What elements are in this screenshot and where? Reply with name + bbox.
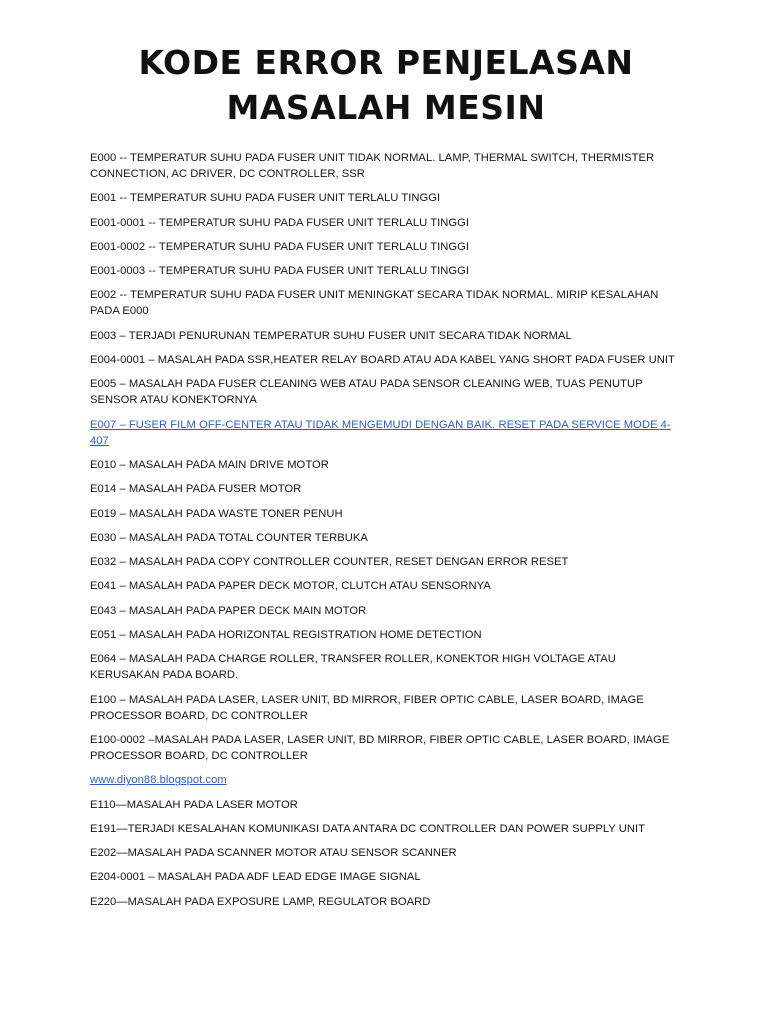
- error-code-entry: E064 – MASALAH PADA CHARGE ROLLER, TRANSFER ROLLER, KONEKTOR HIGH VOLTAGE ATAU KERUSAKAN PADA BOARD.: [90, 653, 616, 682]
- error-code-entry: E019 – MASALAH PADA WASTE TONER PENUH: [90, 507, 343, 520]
- error-code-entry: E010 – MASALAH PADA MAIN DRIVE MOTOR: [90, 458, 329, 471]
- error-code-entry: E100-0002 –MASALAH PADA LASER, LASER UNIT, BD MIRROR, FIBER OPTIC CABLE, LASER BOARD, IMAGE PROCESSOR BOARD, DC CONTROLLER: [90, 733, 670, 762]
- error-code-entry: E032 – MASALAH PADA COPY CONTROLLER COUNTER, RESET DENGAN ERROR RESET: [90, 556, 569, 569]
- error-code-entry: E030 – MASALAH PADA TOTAL COUNTER TERBUKA: [90, 531, 368, 544]
- error-code-entry: E202—MASALAH PADA SCANNER MOTOR ATAU SENSOR SCANNER: [90, 847, 457, 860]
- error-code-entry: E004-0001 – MASALAH PADA SSR,HEATER RELAY BOARD ATAU ADA KABEL YANG SHORT PADA FUSER UNIT: [90, 354, 675, 367]
- error-code-entry: E204-0001 – MASALAH PADA ADF LEAD EDGE IMAGE SIGNAL: [90, 871, 421, 884]
- error-code-entry: E001-0002 -- TEMPERATUR SUHU PADA FUSER UNIT TERLALU TINGGI: [90, 240, 470, 253]
- page-title-line-2: MASALAH MESIN: [226, 88, 546, 127]
- error-code-entry: E000 -- TEMPERATUR SUHU PADA FUSER UNIT TIDAK NORMAL. LAMP, THERMAL SWITCH, THERMISTER CONNECTION, AC DRIVER, DC CONTROLLER, SSR: [90, 152, 655, 180]
- error-code-entry: E220—MASALAH PADA EXPOSURE LAMP, REGULATOR BOARD: [90, 895, 431, 908]
- error-code-entry: E001 -- TEMPERATUR SUHU PADA FUSER UNIT TERLALU TINGGI: [90, 192, 441, 205]
- link-entry[interactable]: www.diyon88.blogspot.com: [90, 774, 227, 787]
- error-code-list: [90, 150, 682, 910]
- error-code-entry: E041 – MASALAH PADA PAPER DECK MOTOR, CLUTCH ATAU SENSORNYA: [90, 580, 491, 593]
- error-code-entry: E003 – TERJADI PENURUNAN TEMPERATUR SUHU FUSER UNIT SECARA TIDAK NORMAL: [90, 329, 572, 342]
- error-code-entry: E001-0001 -- TEMPERATUR SUHU PADA FUSER UNIT TERLALU TINGGI: [90, 216, 470, 229]
- error-code-entry: E014 – MASALAH PADA FUSER MOTOR: [90, 483, 302, 496]
- error-code-entry: E001-0003 -- TEMPERATUR SUHU PADA FUSER UNIT TERLALU TINGGI: [90, 265, 470, 278]
- error-code-entry: E110—MASALAH PADA LASER MOTOR: [90, 798, 298, 811]
- error-code-entry: E002 -- TEMPERATUR SUHU PADA FUSER UNIT MENINGKAT SECARA TIDAK NORMAL. MIRIP KESALAHAN PADA E000: [90, 289, 659, 318]
- error-code-entry: E191—TERJADI KESALAHAN KOMUNIKASI DATA ANTARA DC CONTROLLER DAN POWER SUPPLY UNIT: [90, 822, 646, 835]
- error-code-entry: E100 – MASALAH PADA LASER, LASER UNIT, BD MIRROR, FIBER OPTIC CABLE, LASER BOARD, IMAGE PROCESSOR BOARD, DC CONTROLLER: [90, 693, 644, 722]
- error-code-entry: E043 – MASALAH PADA PAPER DECK MAIN MOTOR: [90, 604, 367, 617]
- link-entry[interactable]: E007 – FUSER FILM OFF-CENTER ATAU TIDAK MENGEMUDI DENGAN BAIK. RESET PADA SERVICE MODE 4-407: [90, 418, 671, 447]
- page-title: [90, 40, 682, 130]
- error-code-entry: E051 – MASALAH PADA HORIZONTAL REGISTRATION HOME DETECTION: [90, 629, 482, 642]
- page-title-line-1: KODE ERROR PENJELASAN: [138, 43, 634, 82]
- error-code-entry: E005 – MASALAH PADA FUSER CLEANING WEB ATAU PADA SENSOR CLEANING WEB, TUAS PENUTUP SENSOR ATAU KONEKTORNYA: [90, 378, 643, 407]
